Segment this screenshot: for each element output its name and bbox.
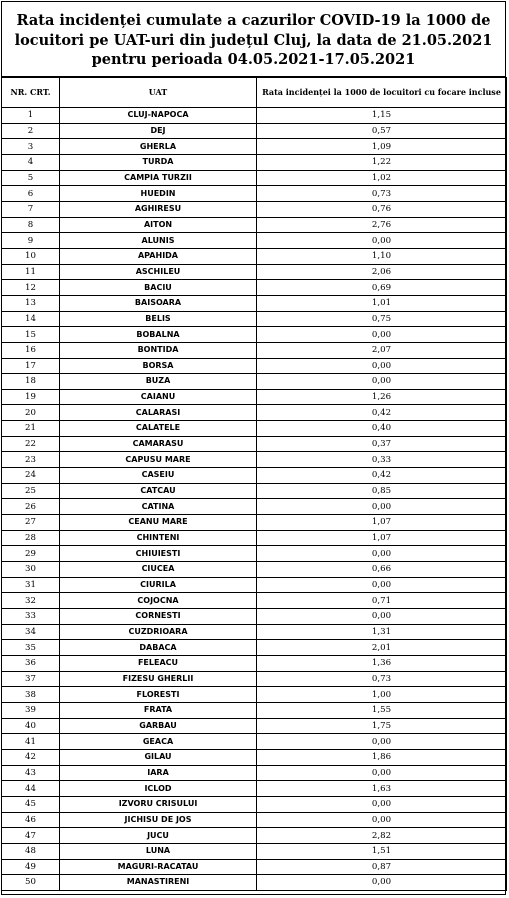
row-number: 17 bbox=[2, 358, 60, 374]
row-number: 45 bbox=[2, 796, 60, 812]
row-number: 42 bbox=[2, 749, 60, 765]
table-row bbox=[2, 499, 507, 515]
uat-name: CIURILA bbox=[60, 577, 257, 593]
uat-name: BACIU bbox=[60, 280, 257, 296]
incidence-rate: 2,76 bbox=[257, 217, 507, 233]
row-number: 21 bbox=[2, 421, 60, 437]
incidence-rate: 0,69 bbox=[257, 280, 507, 296]
uat-name: CIUCEA bbox=[60, 562, 257, 578]
table-row bbox=[2, 139, 507, 155]
uat-name: CHINTENI bbox=[60, 530, 257, 546]
uat-name: ALUNIS bbox=[60, 233, 257, 249]
row-number: 16 bbox=[2, 342, 60, 358]
title-line-3: pentru perioada 04.05.2021-17.05.2021 bbox=[91, 51, 416, 68]
table-row bbox=[2, 483, 507, 499]
row-number: 29 bbox=[2, 546, 60, 562]
table-row bbox=[2, 123, 507, 139]
table-row bbox=[2, 233, 507, 249]
row-number: 34 bbox=[2, 624, 60, 640]
row-number: 5 bbox=[2, 170, 60, 186]
table-row bbox=[2, 468, 507, 484]
uat-name: MANASTIRENI bbox=[60, 875, 257, 891]
incidence-rate: 0,42 bbox=[257, 405, 507, 421]
incidence-rate: 1,55 bbox=[257, 702, 507, 718]
row-number: 18 bbox=[2, 374, 60, 390]
table-row bbox=[2, 875, 507, 891]
uat-name: LUNA bbox=[60, 843, 257, 859]
incidence-rate: 1,07 bbox=[257, 515, 507, 531]
table-row bbox=[2, 796, 507, 812]
table-row bbox=[2, 311, 507, 327]
uat-name: FRATA bbox=[60, 702, 257, 718]
incidence-rate: 1,31 bbox=[257, 624, 507, 640]
incidence-rate: 0,00 bbox=[257, 546, 507, 562]
table-row bbox=[2, 546, 507, 562]
row-number: 39 bbox=[2, 702, 60, 718]
table-row bbox=[2, 609, 507, 625]
row-number: 11 bbox=[2, 264, 60, 280]
incidence-rate: 0,00 bbox=[257, 796, 507, 812]
table-row bbox=[2, 405, 507, 421]
table-row bbox=[2, 671, 507, 687]
table-row bbox=[2, 421, 507, 437]
row-number: 35 bbox=[2, 640, 60, 656]
uat-name: BORSA bbox=[60, 358, 257, 374]
table-row bbox=[2, 342, 507, 358]
incidence-rate: 0,75 bbox=[257, 311, 507, 327]
uat-name: CLUJ-NAPOCA bbox=[60, 108, 257, 124]
row-number: 14 bbox=[2, 311, 60, 327]
table-row bbox=[2, 452, 507, 468]
incidence-rate: 1,01 bbox=[257, 295, 507, 311]
table-row bbox=[2, 734, 507, 750]
table-row bbox=[2, 217, 507, 233]
uat-name: JICHISU DE JOS bbox=[60, 812, 257, 828]
header-nr-crt: NR. CRT. bbox=[2, 78, 60, 108]
uat-name: CAMARASU bbox=[60, 436, 257, 452]
incidence-rate: 0,42 bbox=[257, 468, 507, 484]
row-number: 3 bbox=[2, 139, 60, 155]
row-number: 33 bbox=[2, 609, 60, 625]
incidence-rate: 1,86 bbox=[257, 749, 507, 765]
row-number: 50 bbox=[2, 875, 60, 891]
table-row bbox=[2, 170, 507, 186]
table-row bbox=[2, 843, 507, 859]
uat-name: FIZESU GHERLII bbox=[60, 671, 257, 687]
row-number: 24 bbox=[2, 468, 60, 484]
row-number: 22 bbox=[2, 436, 60, 452]
table-row bbox=[2, 358, 507, 374]
table-row bbox=[2, 280, 507, 296]
title-line-1: Rata incidenței cumulate a cazurilor COVID-19 la 1000 de bbox=[16, 12, 491, 29]
uat-name: BUZA bbox=[60, 374, 257, 390]
row-number: 13 bbox=[2, 295, 60, 311]
row-number: 9 bbox=[2, 233, 60, 249]
incidence-rate: 1,22 bbox=[257, 154, 507, 170]
uat-name: JUCU bbox=[60, 828, 257, 844]
table-row bbox=[2, 154, 507, 170]
uat-name: COJOCNA bbox=[60, 593, 257, 609]
row-number: 27 bbox=[2, 515, 60, 531]
incidence-rate: 1,63 bbox=[257, 781, 507, 797]
table-row bbox=[2, 389, 507, 405]
uat-name: CEANU MARE bbox=[60, 515, 257, 531]
row-number: 41 bbox=[2, 734, 60, 750]
incidence-rate: 0,85 bbox=[257, 483, 507, 499]
incidence-rate: 0,57 bbox=[257, 123, 507, 139]
uat-name: GARBAU bbox=[60, 718, 257, 734]
table-row bbox=[2, 859, 507, 875]
incidence-rate: 0,73 bbox=[257, 671, 507, 687]
uat-name: IARA bbox=[60, 765, 257, 781]
incidence-rate: 2,06 bbox=[257, 264, 507, 280]
incidence-rate: 1,51 bbox=[257, 843, 507, 859]
incidence-rate: 0,00 bbox=[257, 233, 507, 249]
table-row bbox=[2, 828, 507, 844]
uat-name: DABACA bbox=[60, 640, 257, 656]
row-number: 15 bbox=[2, 327, 60, 343]
uat-name: GILAU bbox=[60, 749, 257, 765]
document-sheet bbox=[1, 1, 506, 895]
table-row bbox=[2, 201, 507, 217]
row-number: 32 bbox=[2, 593, 60, 609]
uat-name: CALATELE bbox=[60, 421, 257, 437]
table-row bbox=[2, 655, 507, 671]
row-number: 37 bbox=[2, 671, 60, 687]
incidence-rate: 2,07 bbox=[257, 342, 507, 358]
uat-name: CALARASI bbox=[60, 405, 257, 421]
uat-name: BONTIDA bbox=[60, 342, 257, 358]
incidence-rate: 0,37 bbox=[257, 436, 507, 452]
row-number: 1 bbox=[2, 108, 60, 124]
uat-name: BAISOARA bbox=[60, 295, 257, 311]
row-number: 40 bbox=[2, 718, 60, 734]
incidence-rate: 0,40 bbox=[257, 421, 507, 437]
table-row bbox=[2, 264, 507, 280]
table-row bbox=[2, 624, 507, 640]
uat-name: CUZDRIOARA bbox=[60, 624, 257, 640]
table-row bbox=[2, 530, 507, 546]
incidence-rate: 1,09 bbox=[257, 139, 507, 155]
header-uat: UAT bbox=[60, 78, 257, 108]
uat-name: APAHIDA bbox=[60, 248, 257, 264]
incidence-rate: 2,82 bbox=[257, 828, 507, 844]
incidence-rate: 0,00 bbox=[257, 327, 507, 343]
row-number: 30 bbox=[2, 562, 60, 578]
table-row bbox=[2, 295, 507, 311]
header-rate: Rata incidenței la 1000 de locuitori cu focare incluse bbox=[257, 78, 507, 108]
row-number: 28 bbox=[2, 530, 60, 546]
uat-name: AITON bbox=[60, 217, 257, 233]
row-number: 44 bbox=[2, 781, 60, 797]
incidence-rate: 0,33 bbox=[257, 452, 507, 468]
incidence-rate: 1,36 bbox=[257, 655, 507, 671]
row-number: 46 bbox=[2, 812, 60, 828]
incidence-rate: 1,07 bbox=[257, 530, 507, 546]
incidence-rate: 0,00 bbox=[257, 499, 507, 515]
table-row bbox=[2, 718, 507, 734]
uat-name: BOBALNA bbox=[60, 327, 257, 343]
table-row bbox=[2, 781, 507, 797]
uat-name: CAPUSU MARE bbox=[60, 452, 257, 468]
row-number: 7 bbox=[2, 201, 60, 217]
row-number: 8 bbox=[2, 217, 60, 233]
table-row bbox=[2, 687, 507, 703]
incidence-rate: 0,00 bbox=[257, 374, 507, 390]
incidence-rate: 1,02 bbox=[257, 170, 507, 186]
incidence-rate: 0,00 bbox=[257, 875, 507, 891]
uat-name: FLORESTI bbox=[60, 687, 257, 703]
incidence-rate: 0,00 bbox=[257, 734, 507, 750]
row-number: 31 bbox=[2, 577, 60, 593]
incidence-rate: 0,66 bbox=[257, 562, 507, 578]
uat-name: FELEACU bbox=[60, 655, 257, 671]
document-title bbox=[2, 2, 505, 77]
incidence-rate: 0,87 bbox=[257, 859, 507, 875]
table-row bbox=[2, 577, 507, 593]
incidence-rate: 0,00 bbox=[257, 358, 507, 374]
table-row bbox=[2, 812, 507, 828]
row-number: 10 bbox=[2, 248, 60, 264]
incidence-rate: 0,76 bbox=[257, 201, 507, 217]
incidence-table bbox=[1, 77, 507, 891]
row-number: 20 bbox=[2, 405, 60, 421]
row-number: 48 bbox=[2, 843, 60, 859]
uat-name: CATCAU bbox=[60, 483, 257, 499]
uat-name: ICLOD bbox=[60, 781, 257, 797]
uat-name: CASEIU bbox=[60, 468, 257, 484]
row-number: 4 bbox=[2, 154, 60, 170]
incidence-rate: 0,00 bbox=[257, 812, 507, 828]
incidence-rate: 1,10 bbox=[257, 248, 507, 264]
incidence-rate: 1,75 bbox=[257, 718, 507, 734]
uat-name: IZVORU CRISULUI bbox=[60, 796, 257, 812]
table-row bbox=[2, 108, 507, 124]
incidence-rate: 1,26 bbox=[257, 389, 507, 405]
uat-name: AGHIRESU bbox=[60, 201, 257, 217]
table-row bbox=[2, 765, 507, 781]
table-row bbox=[2, 515, 507, 531]
table-row bbox=[2, 436, 507, 452]
uat-name: GHERLA bbox=[60, 139, 257, 155]
uat-name: CATINA bbox=[60, 499, 257, 515]
table-row bbox=[2, 374, 507, 390]
uat-name: CORNESTI bbox=[60, 609, 257, 625]
incidence-rate: 0,00 bbox=[257, 765, 507, 781]
uat-name: MAGURI-RACATAU bbox=[60, 859, 257, 875]
incidence-rate: 1,15 bbox=[257, 108, 507, 124]
uat-name: CAMPIA TURZII bbox=[60, 170, 257, 186]
row-number: 26 bbox=[2, 499, 60, 515]
incidence-rate: 2,01 bbox=[257, 640, 507, 656]
table-row bbox=[2, 593, 507, 609]
incidence-rate: 0,73 bbox=[257, 186, 507, 202]
incidence-rate: 0,71 bbox=[257, 593, 507, 609]
row-number: 36 bbox=[2, 655, 60, 671]
table-row bbox=[2, 327, 507, 343]
incidence-rate: 0,00 bbox=[257, 577, 507, 593]
table-row bbox=[2, 186, 507, 202]
row-number: 47 bbox=[2, 828, 60, 844]
uat-name: HUEDIN bbox=[60, 186, 257, 202]
row-number: 25 bbox=[2, 483, 60, 499]
table-row bbox=[2, 749, 507, 765]
incidence-rate: 1,00 bbox=[257, 687, 507, 703]
row-number: 23 bbox=[2, 452, 60, 468]
table-row bbox=[2, 562, 507, 578]
uat-name: GEACA bbox=[60, 734, 257, 750]
uat-name: CAIANU bbox=[60, 389, 257, 405]
table-row bbox=[2, 702, 507, 718]
row-number: 38 bbox=[2, 687, 60, 703]
row-number: 19 bbox=[2, 389, 60, 405]
uat-name: TURDA bbox=[60, 154, 257, 170]
row-number: 12 bbox=[2, 280, 60, 296]
uat-name: CHIUIESTI bbox=[60, 546, 257, 562]
title-line-2: locuitori pe UAT-uri din județul Cluj, la data de 21.05.2021 bbox=[14, 31, 493, 49]
table-header-row bbox=[2, 78, 507, 108]
row-number: 6 bbox=[2, 186, 60, 202]
row-number: 43 bbox=[2, 765, 60, 781]
table-body bbox=[2, 108, 507, 891]
incidence-rate: 0,00 bbox=[257, 609, 507, 625]
row-number: 2 bbox=[2, 123, 60, 139]
row-number: 49 bbox=[2, 859, 60, 875]
uat-name: BELIS bbox=[60, 311, 257, 327]
table-row bbox=[2, 248, 507, 264]
uat-name: DEJ bbox=[60, 123, 257, 139]
uat-name: ASCHILEU bbox=[60, 264, 257, 280]
table-row bbox=[2, 640, 507, 656]
